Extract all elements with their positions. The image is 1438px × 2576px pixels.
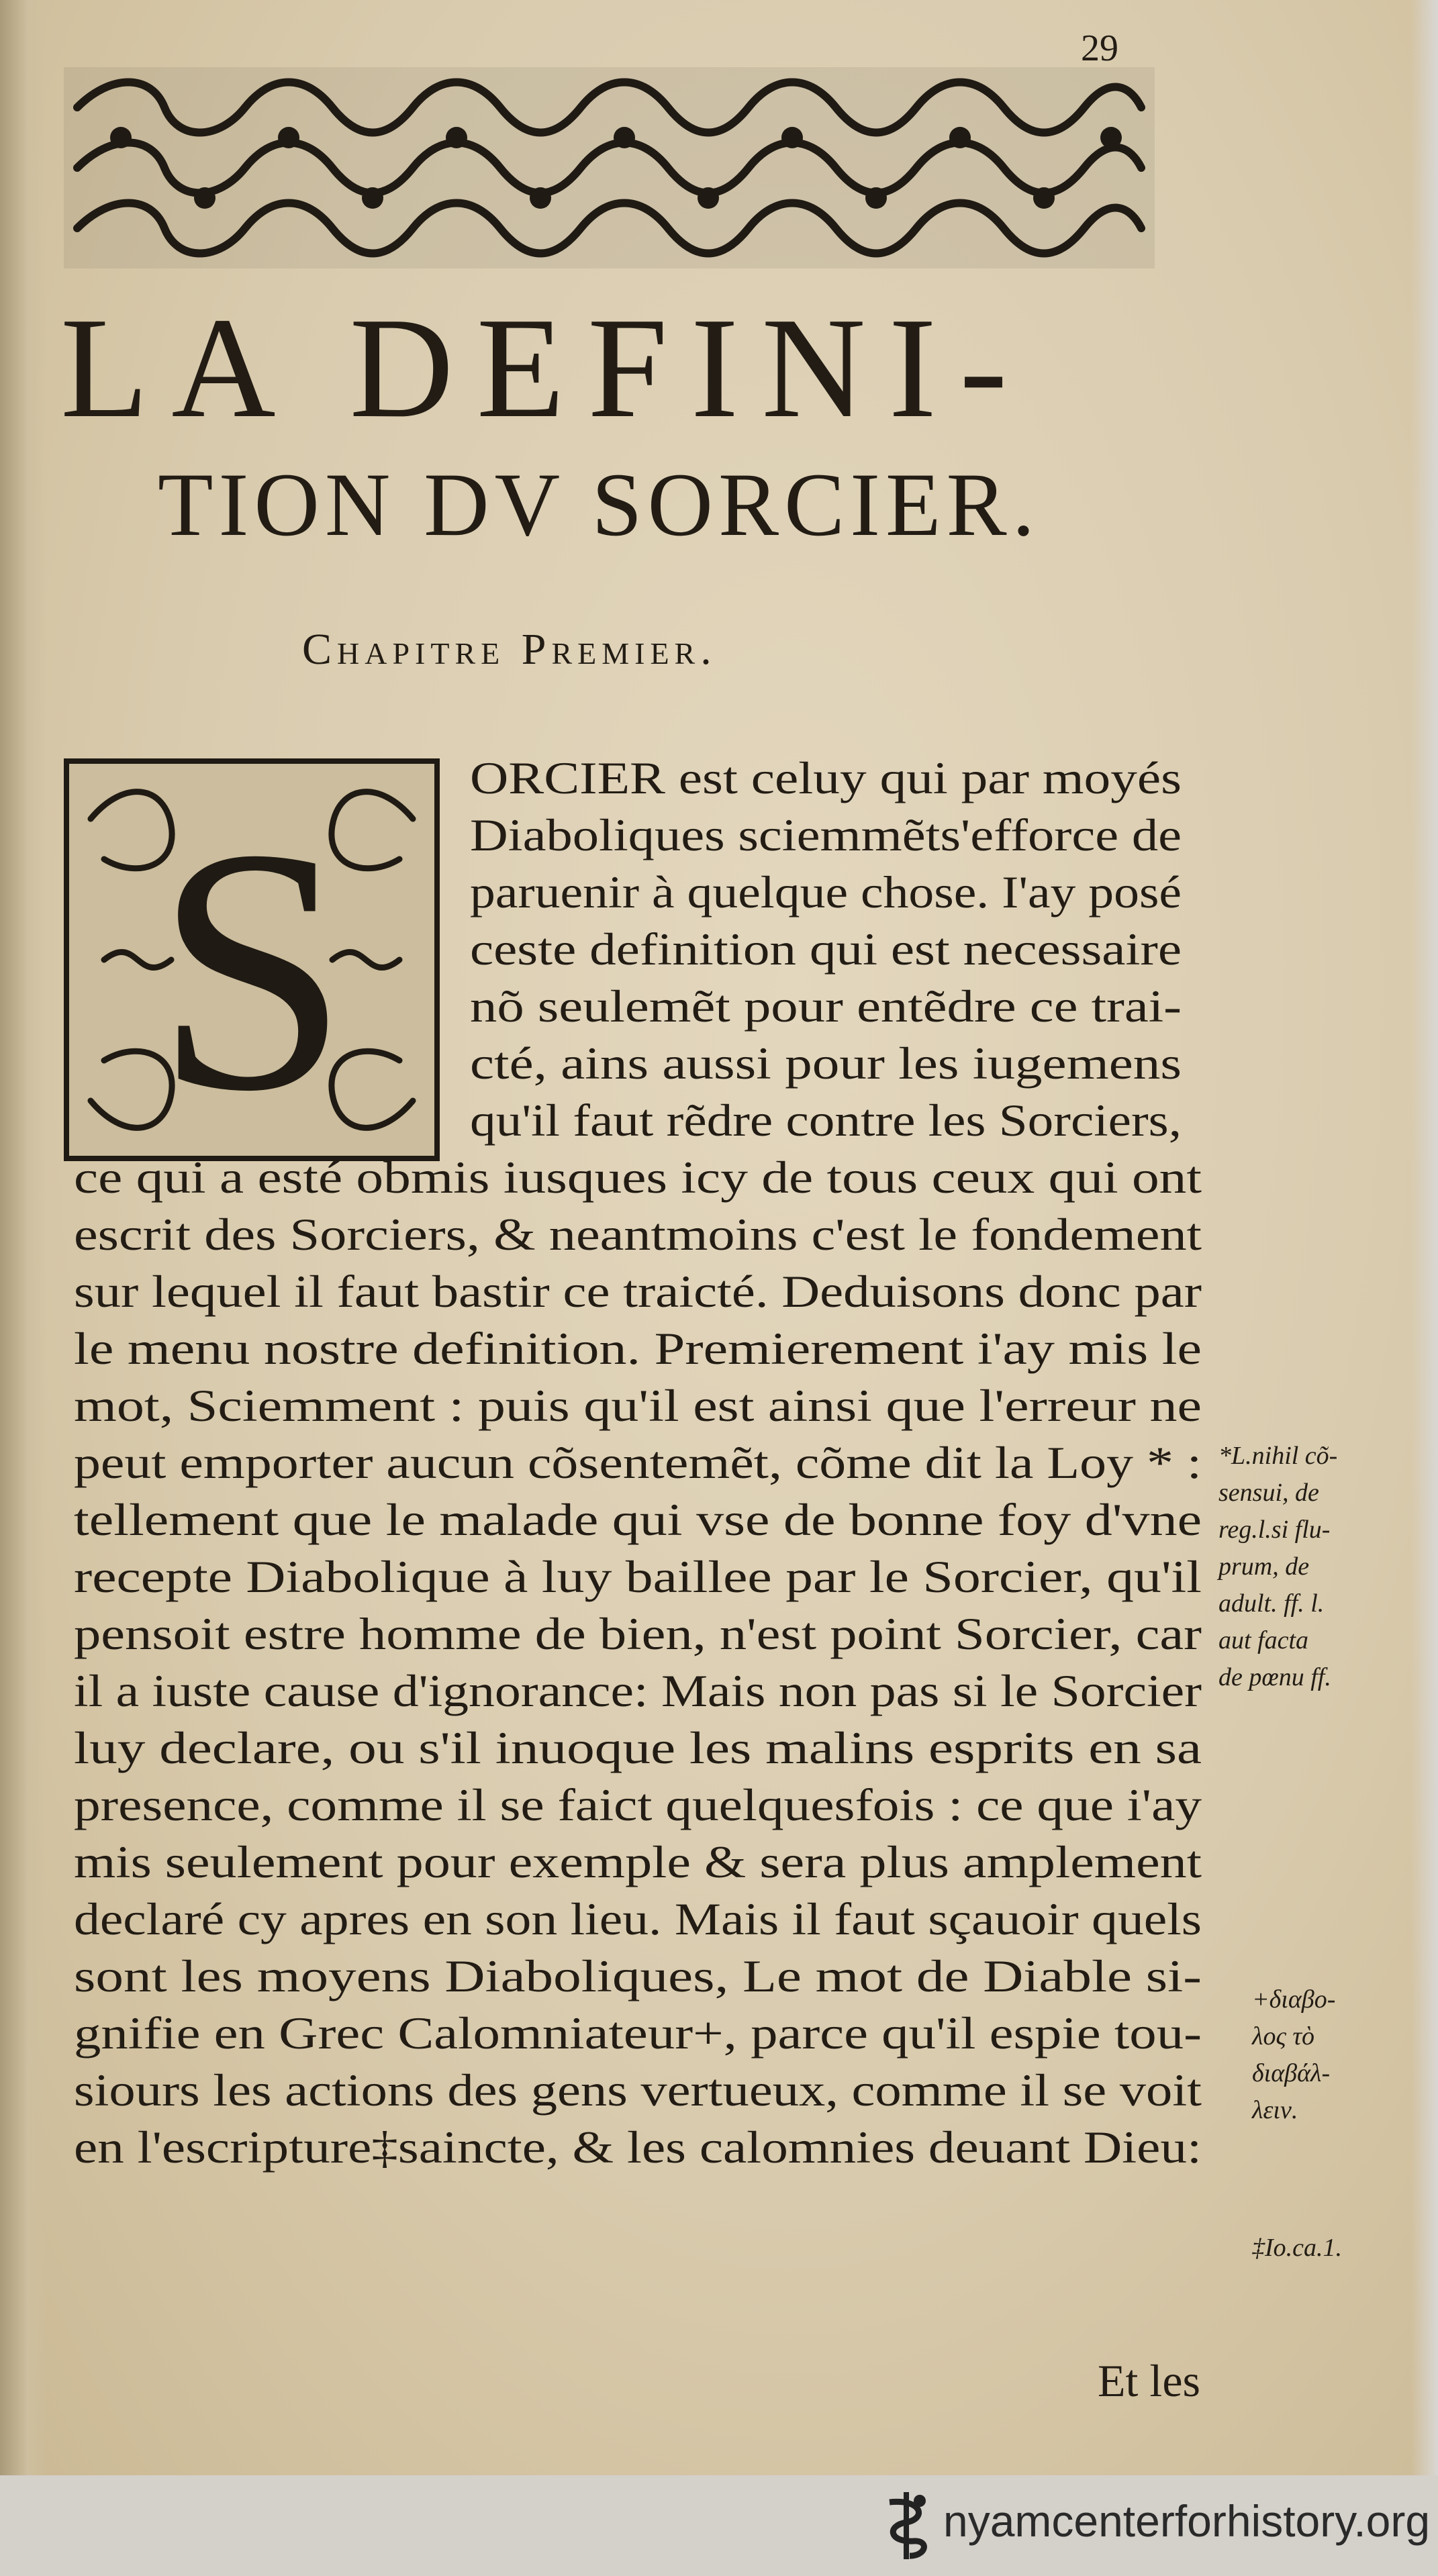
body-line: pensoit estre homme de bien, n'est point Sorcier, car [74, 1608, 1202, 1659]
body-line: Diaboliques sciemmẽts'efforce de [470, 809, 1182, 860]
body-line: ORCIER est celuy qui par moyés [470, 752, 1182, 803]
body-line: cté, ains aussi pour les iugemens [470, 1038, 1182, 1089]
margin-note-line: *L.nihil cõ- [1218, 1442, 1338, 1470]
body-line: peut emporter aucun cõsentemẽt, cõme dit la Loy * : [74, 1437, 1202, 1488]
body-line: ceste definition qui est necessaire [470, 924, 1182, 975]
margin-note-line: aut facta [1218, 1626, 1309, 1654]
title-line-1: LA DEFINI- [60, 287, 1030, 448]
footer-url[interactable]: nyamcenterforhistory.org [943, 2496, 1431, 2546]
page-edge [1411, 0, 1438, 2475]
body-line: mot, Sciemment : puis qu'il est ainsi que l'erreur ne [74, 1380, 1202, 1431]
chapter-heading: Chapitre Premier. [302, 625, 717, 674]
body-line: luy declare, ou s'il inuoque les malins esprits en sa [74, 1722, 1202, 1773]
margin-note-line: λειν. [1252, 2096, 1298, 2124]
nyam-logo-icon [876, 2489, 937, 2563]
body-line: gnifie en Grec Calomniateur+, parce qu'il espie tou- [74, 2008, 1202, 2059]
page-gutter-shadow [0, 0, 47, 2475]
margin-note-line: adult. ff. l. [1218, 1589, 1325, 1618]
margin-note-line: prum, de [1218, 1552, 1310, 1581]
body-line: mis seulement pour exemple & sera plus amplement [74, 1836, 1202, 1887]
catchword: Et les [1098, 2355, 1200, 2406]
margin-note-line: λος τὸ [1252, 2022, 1314, 2050]
body-line: paruenir à quelque chose. I'ay posé [470, 866, 1182, 918]
body-line: qu'il faut rẽdre contre les Sorciers, [470, 1095, 1182, 1146]
margin-note-line: +διαβο- [1252, 1985, 1336, 2014]
margin-note-line: sensui, de [1218, 1479, 1319, 1507]
body-line: nõ seulemẽt pour entẽdre ce trai- [470, 981, 1182, 1032]
decorated-initial [64, 758, 440, 1161]
margin-note-line: de pœnu ff. [1218, 1663, 1331, 1691]
body-line: declaré cy apres en son lieu. Mais il faut sçauoir quels [74, 1893, 1202, 1944]
body-line: sur lequel il faut bastir ce traicté. Deduisons donc par [74, 1266, 1202, 1317]
body-line: recepte Diabolique à luy baillee par le Sorcier, qu'il [74, 1551, 1202, 1602]
page-number: 29 [1081, 28, 1118, 69]
margin-note-line: διαβάλ- [1252, 2059, 1331, 2087]
title-line-2: TION DV SORCIER. [158, 455, 1041, 555]
body-line: tellement que le malade qui vse de bonne foy d'vne [74, 1494, 1202, 1545]
body-line: sont les moyens Diaboliques, Le mot de Diable si- [74, 1950, 1202, 2001]
body-line: presence, comme il se faict quelquesfois : ce que i'ay [74, 1779, 1202, 1830]
header-ornament [64, 67, 1155, 268]
body-line: le menu nostre definition. Premierement i'ay mis le [74, 1323, 1202, 1374]
body-line: siours les actions des gens vertueux, comme il se voit [74, 2065, 1202, 2116]
body-line: en l'escripture‡saincte, & les calomnies deuant Dieu: [74, 2122, 1202, 2173]
drop-cap-letter: S [154, 777, 349, 1161]
margin-note-line: ‡Io.ca.1. [1252, 2234, 1343, 2262]
body-line: ce qui a esté obmis iusques icy de tous ceux qui ont [74, 1152, 1202, 1203]
body-line: escrit des Sorciers, & neantmoins c'est le fondement [74, 1209, 1202, 1260]
body-line: il a iuste cause d'ignorance: Mais non pas si le Sorcier [74, 1665, 1202, 1716]
margin-note-line: reg.l.si flu- [1218, 1516, 1331, 1544]
